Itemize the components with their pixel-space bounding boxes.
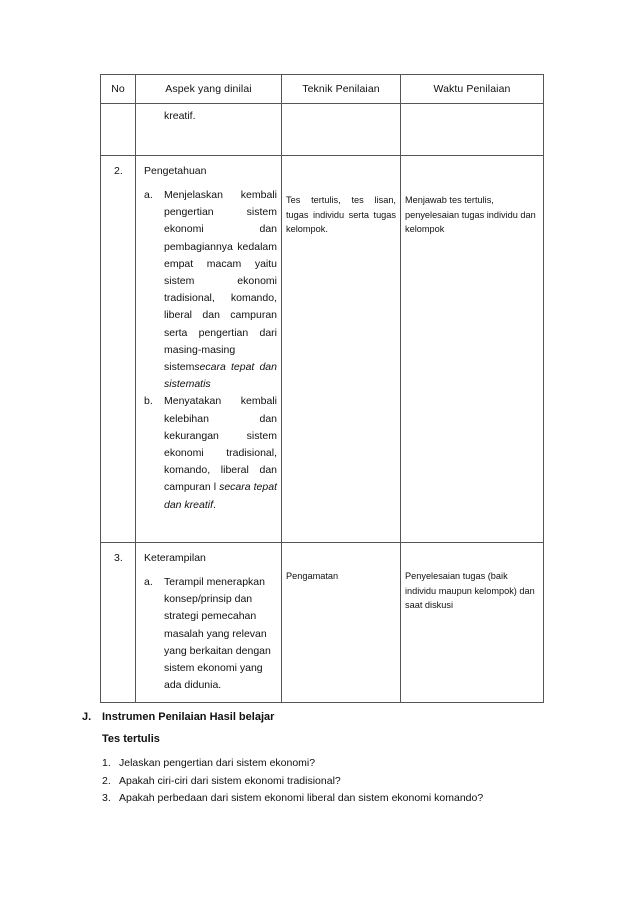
question-text: Jelaskan pengertian dari sistem ekonomi? [119, 757, 316, 769]
item-text: Terampil menerapkan konsep/prinsip dan strategi pemecahan masalah yang relevan yang berkaitan dengan sistem ekonomi yang ada didunia. [164, 576, 271, 692]
technique-text: Pengamatan [286, 571, 339, 581]
table-row-continuation [101, 104, 544, 156]
table-row-knowledge [101, 156, 544, 543]
aspect-items [144, 187, 277, 514]
item-italic: secara tepat dan kreatif [164, 481, 277, 511]
list-item [144, 187, 277, 393]
item-label: a. [144, 189, 153, 201]
cell-empty [282, 104, 401, 156]
question-number: 2. [102, 774, 111, 787]
header-technique: Teknik Penilaian [282, 75, 401, 104]
item-tail: . [213, 498, 216, 511]
section-subtitle: Tes tertulis [102, 733, 160, 745]
row-number: 3. [101, 543, 136, 703]
cell-empty [401, 104, 544, 156]
item-text: Menjelaskan kembali pengertian sistem ekonomi dan pembagiannya kedalam empat macam yaitu sistem ekonomi tradisional, komando, liberal dan campuran serta pengertian dari masing-masing sistem [164, 189, 277, 374]
list-item [144, 393, 277, 513]
section-j [82, 711, 582, 808]
cell-technique [282, 543, 401, 703]
question-text: Apakah ciri-ciri dari sistem ekonomi tradisional? [119, 774, 341, 787]
question-text: Apakah perbedaan dari sistem ekonomi liberal dan sistem ekonomi komando? [119, 792, 484, 804]
cell-technique [282, 156, 401, 543]
list-item [102, 755, 582, 773]
aspect-title: Keterampilan [144, 552, 206, 564]
list-item [102, 790, 582, 808]
table-row-skills [101, 543, 544, 703]
time-text: Menjawab tes tertulis, penyelesaian tugas individu dan kelompok [405, 195, 536, 234]
cell-continuation [136, 104, 282, 156]
section-letter: J. [82, 711, 92, 723]
item-text: Menyatakan kembali kelebihan dan kekurangan sistem ekonomi tradisional, komando, liberal dan campuran l [164, 395, 277, 494]
question-number: 3. [102, 792, 111, 804]
list-item [144, 574, 277, 694]
cell-empty [101, 104, 136, 156]
aspect-title: Pengetahuan [144, 165, 207, 177]
row-number: 2. [101, 156, 136, 543]
section-heading [82, 711, 582, 723]
technique-text: Tes tertulis, tes lisan, tugas individu serta tugas kelompok. [286, 195, 396, 234]
assessment-table [100, 74, 544, 703]
header-time: Waktu Penilaian [401, 75, 544, 104]
header-aspect: Aspek yang dinilai [136, 75, 282, 104]
time-text: Penyelesaian tugas (baik individu maupun kelompok) dan saat diskusi [405, 571, 535, 610]
question-list [102, 755, 582, 808]
table-header-row [101, 75, 544, 104]
aspect-items [144, 574, 277, 694]
list-item [102, 773, 582, 791]
item-label: a. [144, 576, 153, 588]
cell-time [401, 543, 544, 703]
section-title: Instrumen Penilaian Hasil belajar [102, 711, 275, 723]
cell-aspect [136, 543, 282, 703]
header-no: No [101, 75, 136, 104]
item-label: b. [144, 395, 153, 408]
cell-time [401, 156, 544, 543]
cell-aspect [136, 156, 282, 543]
continuation-text: kreatif. [164, 110, 196, 122]
item-italic: secara tepat dan sistematis [164, 361, 277, 391]
question-number: 1. [102, 757, 111, 769]
